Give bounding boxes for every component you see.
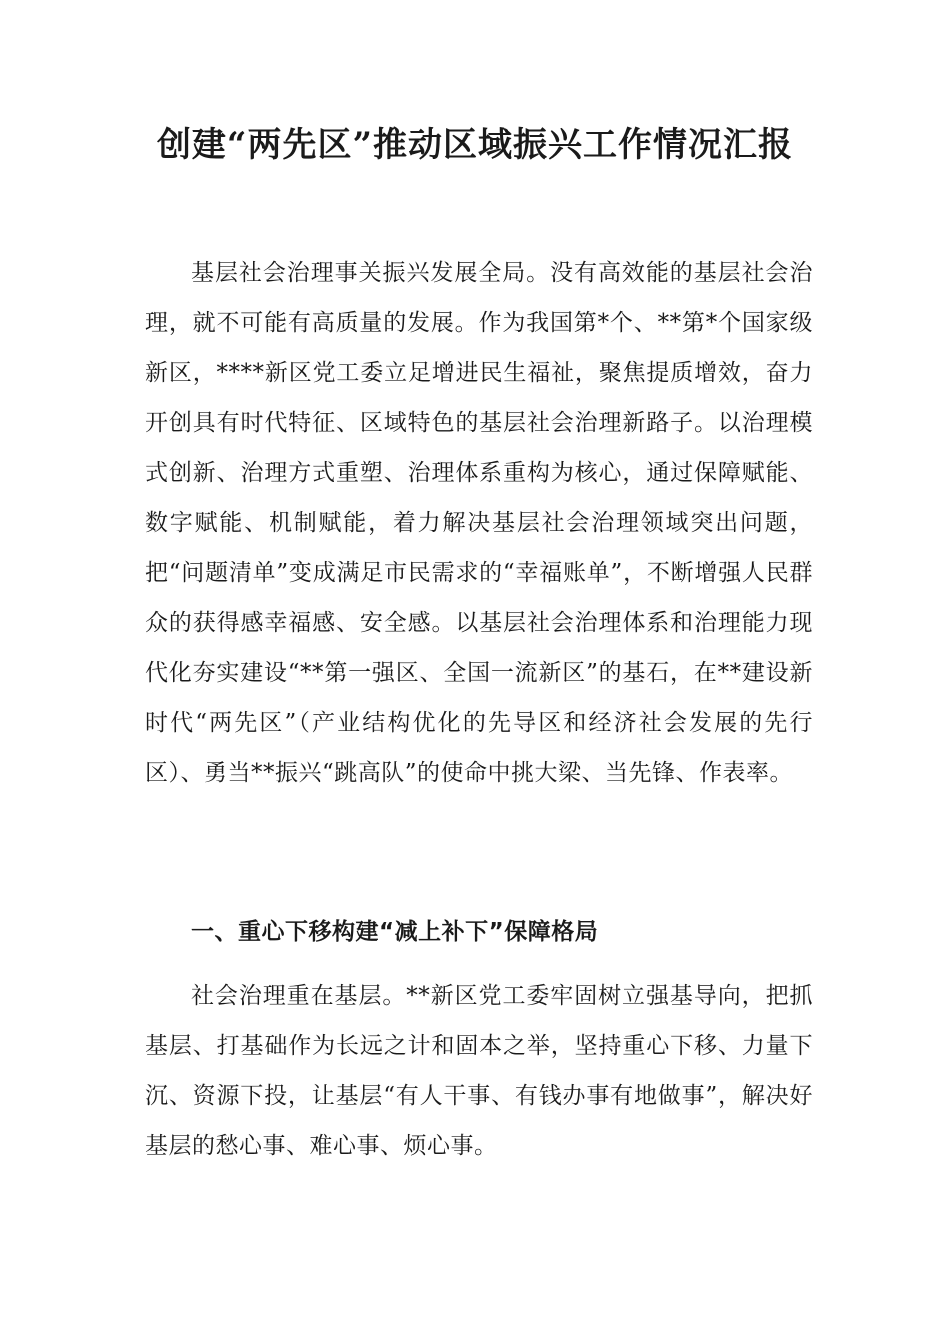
intro-paragraph: 基层社会治理事关振兴发展全局。没有高效能的基层社会治理，就不可能有高质量的发展。作为我国第*个、**第*个国家级新区，****新区党工委立足增进民生福祉，聚焦提质增效，奋力开创具有时代特征、区域特色的基层社会治理新路子。以治理模式创新、治理方式重塑、治理体系重构为核心，通过保障赋能、数字赋能、机制赋能，着力解决基层社会治理领域突出问题，把“问题清单”变成满足市民需求的“幸福账单”，不断增强人民群众的获得感幸福感、安全感。以基层社会治理体系和治理能力现代化夯实建设“**第一强区、全国一流新区”的基石，在**建设新时代“两先区”（产业结构优化的先导区和经济社会发展的先行区）、勇当**振兴“跳高队”的使命中挑大梁、当先锋、作表率。 [145,260,813,786]
section-paragraph: 社会治理重在基层。**新区党工委牢固树立强基导向，把抓基层、打基础作为长远之计和固本之举，坚持重心下移、力量下沉、资源下投，让基层“有人干事、有钱办事有地做事”，解决好基层的愁心事、难心事、烦心事。 [145,983,813,1159]
section-heading: 一、重心下移构建“减上补下”保障格局 [191,919,599,945]
document-title: 创建“两先区”推动区域振兴工作情况汇报 [156,125,794,165]
